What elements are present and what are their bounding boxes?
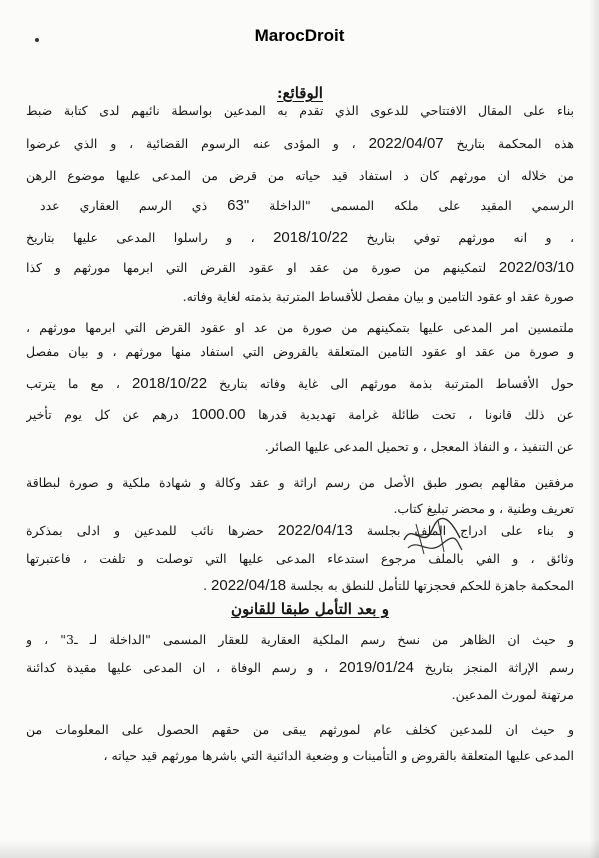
- body-line: [26, 746, 574, 766]
- body-line: [26, 499, 574, 519]
- line-text: و حيث ان للمدعين كخلف عام لمورثهم يبقى من حقهم الحصول على المعلومات من: [26, 722, 574, 737]
- facts-heading: الوقائع:: [277, 84, 323, 102]
- line-text: مرتهنة لمورث المدعين.: [451, 687, 574, 702]
- body-line: [26, 685, 574, 705]
- body-line: [26, 549, 574, 569]
- body-line: [26, 437, 574, 457]
- body-line: [26, 576, 574, 596]
- body-line: [26, 521, 574, 541]
- line-number: 2018/10/22: [273, 229, 349, 246]
- line-text: وثائق ، و الفي بالملف مرجوع استدعاء المدعى عليها التي توصلت و تلفت ، فاعتبرتها: [26, 551, 574, 566]
- line-number: 2022/04/18: [211, 577, 287, 594]
- body-line: [26, 166, 574, 186]
- body-line: [26, 473, 574, 493]
- body-line: [40, 196, 574, 216]
- body-line: [26, 630, 574, 650]
- page-edge-shadow: [589, 0, 599, 858]
- line-number: 2022/04/13: [277, 522, 353, 539]
- line-number: 63": [227, 197, 250, 214]
- line-text-before: حول الأقساط المترتبة بذمة مورثهم الى غاية وفاته بتاريخ: [219, 376, 574, 391]
- line-text-after: ، مع ما يترتب: [26, 376, 120, 391]
- line-text-after: لتمكينهم من صورة من عقد او عقود القرض التي ابرمها مورثهم و كذا: [26, 260, 487, 275]
- line-text: مرفقين مقالهم بصور طبق الأصل من رسم اراثة و عقد وكالة و شهادة ملكية و صورة لبطاقة: [26, 475, 574, 490]
- line-text-after: ذي الرسم العقاري عدد: [40, 198, 208, 213]
- line-text: المدعى عليها المتعلقة بالقروض و التأمينات و وضعية الدائنية التي باشرها مورثهم قيد حياته ،: [103, 748, 574, 763]
- line-text: بناء على المقال الافتتاحي للدعوى الذي تقدم به المدعين بواسطة نائبهم لدى كتابة ضبط: [26, 103, 574, 118]
- line-text-before: رسم الإراثة المنجز بتاريخ: [424, 660, 574, 675]
- line-text-after: حضرها نائب للمدعين و ادلى بمذكرة: [26, 523, 264, 538]
- body-line: [26, 720, 574, 740]
- body-line: [26, 342, 574, 362]
- body-line: [26, 318, 574, 338]
- line-text-after: ، و المؤدى عنه الرسوم القضائية ، و الذي عرضوا: [26, 136, 356, 151]
- law-heading: و بعد التأمل طبقا للقانون: [231, 600, 389, 618]
- line-number: 2022/03/10: [498, 259, 574, 276]
- line-text-before: عن ذلك قانونا ، تحت طائلة غرامة تهديدية قدرها: [258, 407, 574, 422]
- body-line: [26, 258, 574, 278]
- line-text: ملتمسين امر المدعى عليها بتمكينهم من صورة من عد او عقود القرض التي ابرمها مورثهم ،: [26, 320, 574, 335]
- body-line: [26, 101, 574, 121]
- body-line: [26, 658, 574, 678]
- page-bottom-shadow: [0, 840, 599, 858]
- line-number: 1000.00: [191, 406, 246, 423]
- line-text-before: ، و انه مورثهم توفي بتاريخ: [366, 230, 574, 245]
- line-text-after: ، و رسم الوفاة ، ان المدعى عليها مقيدة كدائنة: [26, 660, 329, 675]
- line-text-before: هذه المحكمة بتاريخ: [456, 136, 574, 151]
- line-number: 2019/01/24: [338, 659, 414, 676]
- body-line: [26, 405, 574, 425]
- body-line: [26, 374, 574, 394]
- line-text-before: و بناء على ادراج الملف بجلسة: [366, 523, 574, 538]
- body-line: [26, 134, 574, 154]
- line-text: تعريف وطنية ، و محضر تبليغ كتاب.: [393, 501, 574, 516]
- line-text-before: المحكمة جاهزة للحكم فحجزتها للتأمل للنطق به بجلسة: [290, 578, 574, 593]
- line-number: 2022/04/07: [368, 135, 444, 152]
- stamp-scribble-icon: [398, 510, 468, 560]
- line-text: من خلاله ان مورثهم كان د استفاد قيد حياته من قرض من المدعى عليها موضوع الرهن: [26, 168, 574, 183]
- line-number: 2018/10/22: [131, 375, 208, 392]
- line-text: و صورة من عقد او عقود التامين المتعلقة بالقروض التي استفاد منها مورثهم ، و بيان مفصل: [26, 344, 574, 359]
- line-text-after: درهم عن كل يوم تأخير: [26, 407, 179, 422]
- line-text: و حيث ان الظاهر من نسخ رسم الملكية العقارية للعقار المسمى "الداخلة لـ ـ3" ، و: [26, 632, 574, 647]
- line-text-after: ، و راسلوا المدعى عليها بتاريخ: [26, 230, 255, 245]
- body-line: [26, 287, 574, 307]
- watermark: MarocDroit: [254, 26, 345, 45]
- line-text-after: .: [203, 578, 208, 593]
- body-line: [26, 228, 574, 248]
- line-text-before: الرسمي المقيد على ملكه المسمى "الداخلة: [269, 198, 574, 213]
- line-text: صورة عقد او عقود التامين و بيان مفصل للأقساط المترتبة بذمته لغاية وفاته.: [182, 289, 574, 304]
- line-text: عن التنفيذ ، و النفاذ المعجل ، و تحميل المدعى عليها الصائر.: [264, 439, 574, 454]
